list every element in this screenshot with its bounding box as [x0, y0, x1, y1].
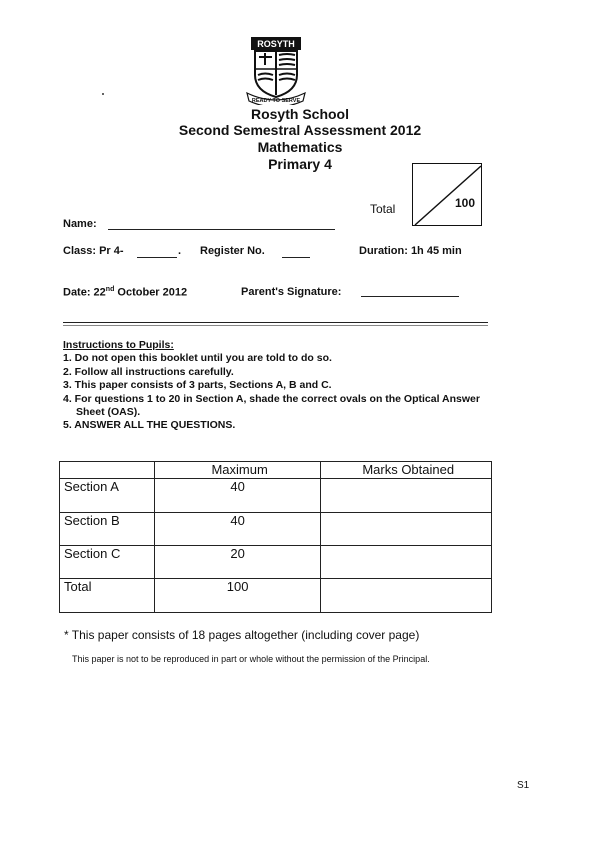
- instruction-item: 1. Do not open this booklet until you are told to do so.: [63, 352, 332, 365]
- instruction-item: 5. ANSWER ALL THE QUESTIONS.: [63, 419, 236, 432]
- instructions-title: Instructions to Pupils:: [63, 339, 174, 351]
- date-suffix: October 2012: [114, 286, 188, 299]
- subject-title: Mathematics: [257, 139, 343, 155]
- obtained-cell[interactable]: [321, 513, 492, 546]
- instruction-item: 4. For questions 1 to 20 in Section A, shade the correct ovals on the Optical Answer Sheet (OAS).: [63, 392, 480, 419]
- table-header-row: [60, 462, 492, 479]
- instructions-list: [63, 352, 483, 432]
- max-cell: 40: [154, 479, 321, 513]
- class-suffix: .: [178, 245, 182, 257]
- marks-table: [59, 461, 492, 613]
- date-text: [63, 286, 187, 299]
- class-label: Class: Pr 4-: [63, 245, 124, 257]
- signature-field-line[interactable]: [361, 296, 459, 297]
- table-row: [60, 579, 492, 613]
- max-cell: 20: [154, 546, 321, 579]
- svg-text:READY TO SERVE: READY TO SERVE: [251, 98, 301, 104]
- section-cell: Section C: [60, 546, 155, 579]
- instruction-item: 2. Follow all instructions carefully.: [63, 365, 234, 378]
- crest-shield-icon: [243, 35, 309, 105]
- date-prefix: Date: 22: [63, 286, 106, 299]
- instruction-item: 3. This paper consists of 3 parts, Sections A, B and C.: [63, 379, 332, 392]
- header-cell-marks-obtained: Marks Obtained: [321, 462, 492, 479]
- table-row: [60, 546, 492, 579]
- section-cell: Section A: [60, 479, 155, 513]
- date-superscript: nd: [105, 286, 115, 293]
- instructions-block: [63, 339, 483, 433]
- duration-text: Duration: 1h 45 min: [359, 245, 462, 257]
- max-cell: 100: [154, 579, 321, 613]
- total-label: Total: [370, 202, 396, 216]
- school-name: Rosyth School: [250, 106, 349, 122]
- header-cell-blank: [60, 462, 155, 479]
- svg-text:ROSYTH: ROSYTH: [257, 39, 295, 49]
- total-max-score: 100: [454, 196, 475, 210]
- obtained-cell[interactable]: [321, 546, 492, 579]
- section-divider-shadow: [63, 325, 488, 326]
- signature-label: Parent's Signature:: [241, 286, 342, 298]
- scan-speck: [102, 93, 104, 95]
- register-label: Register No.: [200, 245, 265, 257]
- total-score-box: [412, 163, 482, 226]
- section-cell: Total: [60, 579, 155, 613]
- pages-note: * This paper consists of 18 pages altogether (including cover page): [64, 628, 420, 642]
- section-cell: Section B: [60, 513, 155, 546]
- assessment-title: Second Semestral Assessment 2012: [178, 122, 422, 138]
- name-field-line[interactable]: [108, 229, 335, 230]
- school-crest-logo: [243, 35, 309, 105]
- obtained-cell[interactable]: [321, 579, 492, 613]
- max-cell: 40: [154, 513, 321, 546]
- page-mark: S1: [517, 780, 530, 791]
- obtained-cell[interactable]: [321, 479, 492, 513]
- table-row: [60, 513, 492, 546]
- class-field-line[interactable]: [137, 257, 177, 258]
- copyright-note: This paper is not to be reproduced in part or whole without the permission of the Principal.: [72, 654, 430, 664]
- name-label: Name:: [63, 218, 97, 230]
- header-cell-maximum: Maximum: [154, 462, 321, 479]
- level-title: Primary 4: [268, 156, 332, 172]
- table-row: [60, 479, 492, 513]
- section-divider: [63, 322, 488, 323]
- register-field-line[interactable]: [282, 257, 310, 258]
